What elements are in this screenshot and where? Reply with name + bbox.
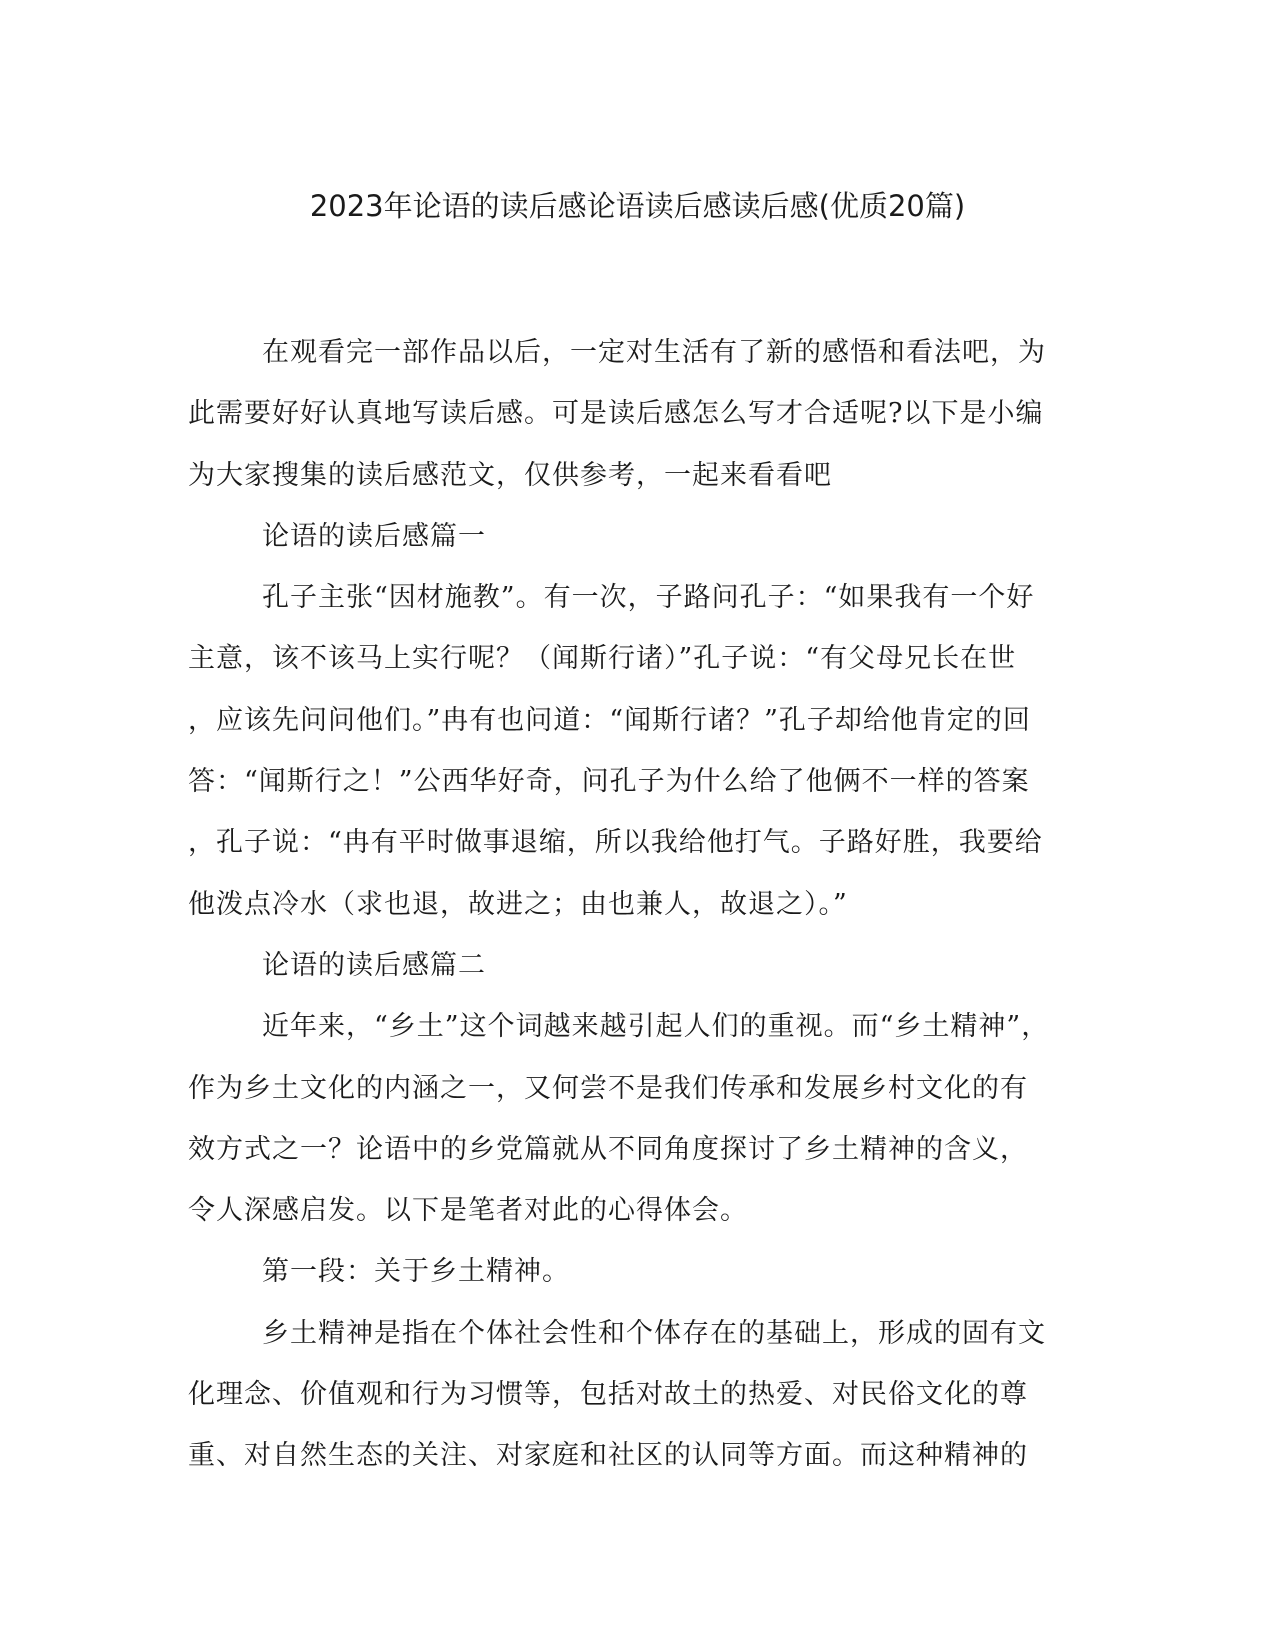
text-line: 孔子主张“因材施教”。有一次，子路问孔子：“如果我有一个好 — [262, 582, 1035, 614]
text-line: 效方式之一？论语中的乡党篇就从不同角度探讨了乡土精神的含义， — [188, 1133, 1028, 1165]
section-heading: 论语的读后感篇二 — [262, 949, 486, 981]
text-line: 为大家搜集的读后感范文，仅供参考，一起来看看吧 — [188, 459, 832, 491]
section-heading: 第一段：关于乡土精神。 — [262, 1256, 570, 1288]
section-heading: 论语的读后感篇一 — [262, 520, 486, 552]
text-line: 令人深感启发。以下是笔者对此的心得体会。 — [188, 1195, 748, 1227]
text-line: 重、对自然生态的关注、对家庭和社区的认同等方面。而这种精神的 — [188, 1440, 1028, 1472]
document-body — [188, 322, 1078, 1487]
text-line: 化理念、价值观和行为习惯等，包括对故土的热爱、对民俗文化的尊 — [188, 1379, 1028, 1411]
text-line: ，应该先问问他们。”冉有也问道：“闻斯行诸？”孔子却给他肯定的回 — [188, 704, 1031, 736]
text-line: 此需要好好认真地写读后感。可是读后感怎么写才合适呢?以下是小编 — [188, 398, 1044, 430]
text-line: 作为乡土文化的内涵之一，又何尝不是我们传承和发展乡村文化的有 — [188, 1072, 1028, 1104]
text-line: 主意，该不该马上实行呢？（闻斯行诸）”孔子说：“有父母兄长在世 — [188, 643, 1017, 675]
text-line: 乡土精神是指在个体社会性和个体存在的基础上，形成的固有文 — [262, 1317, 1046, 1349]
text-line: 答：“闻斯行之！”公西华好奇，问孔子为什么给了他俩不一样的答案 — [188, 766, 1030, 798]
text-line: 他泼点冷水（求也退，故进之；由也兼人，故退之）。” — [188, 888, 848, 920]
text-line: 近年来，“乡土”这个词越来越引起人们的重视。而“乡土精神”， — [262, 1011, 1050, 1043]
document-title: 2023年论语的读后感论语读后感读后感(优质20篇) — [309, 189, 966, 223]
text-line: 在观看完一部作品以后，一定对生活有了新的感悟和看法吧，为 — [262, 337, 1046, 368]
text-line: ，孔子说：“冉有平时做事退缩，所以我给他打气。子路好胜，我要给 — [188, 827, 1043, 859]
